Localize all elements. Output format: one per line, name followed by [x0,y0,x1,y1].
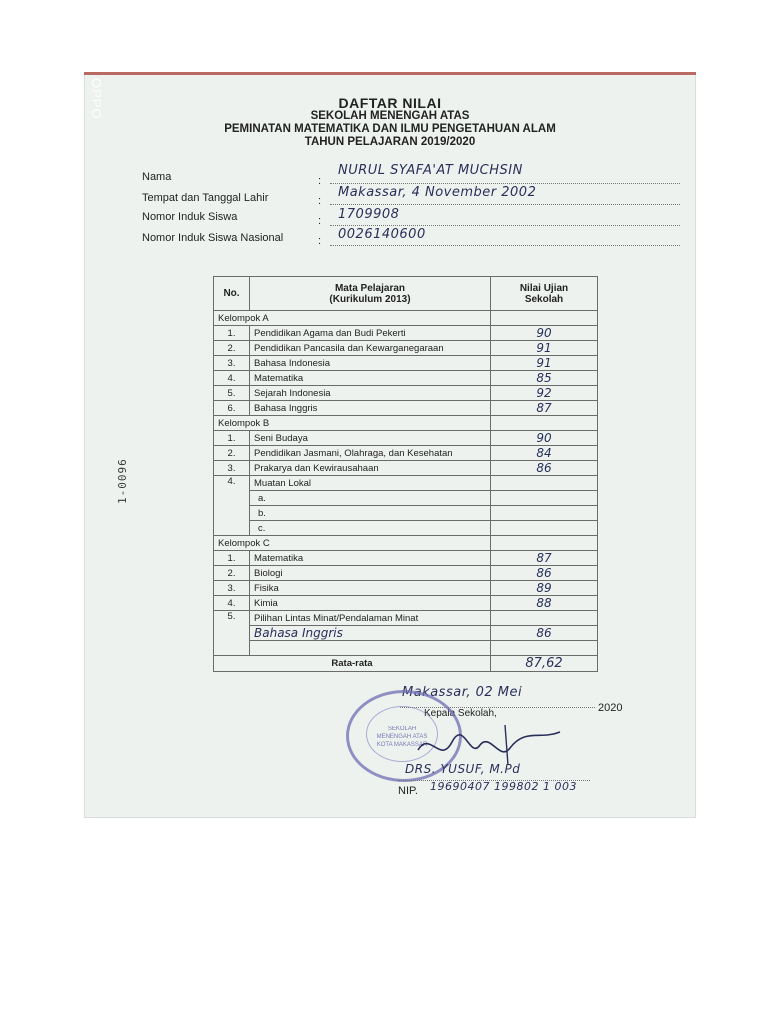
dotted-line [330,245,680,246]
table-row: 1. Matematika 87 [214,551,598,566]
value-name: NURUL SYAFA'AT MUCHSIN [338,163,523,178]
nip-value: 19690407 199802 1 003 [430,780,577,793]
camera-watermark: OPPO [89,78,104,120]
local-row: a. [214,491,598,506]
stamp-text: SEKOLAH MENENGAH ATAS KOTA MAKASSAR [376,726,428,748]
table-row: 3. Prakarya dan Kewirausahaan 86 [214,461,598,476]
table-header [214,277,598,311]
signature-role: Kepala Sekolah, [424,708,497,719]
table-row: 1. Pendidikan Agama dan Budi Pekerti 90 [214,326,598,341]
photo-edge [84,72,696,75]
program-name: PEMINATAN MATEMATIKA DAN ILMU PENGETAHUAN ALAM [224,123,556,135]
table-row: 2. Pendidikan Jasmani, Olahraga, dan Kesehatan 84 [214,446,598,461]
table-row: 4. Kimia 88 [214,596,598,611]
signature-place-date: Makassar, 02 Mei [402,685,523,700]
elective-row: Bahasa Inggris 86 [214,626,598,641]
document-title: DAFTAR NILAI [338,95,442,111]
signature-year: 2020 [598,702,623,714]
grades-table [213,276,598,672]
local-row: c. [214,521,598,536]
perforation-stamp: 1-0096 [116,458,129,504]
value-nisn: 0026140600 [338,227,426,242]
label-nisn: Nomor Induk Siswa Nasional [142,232,284,244]
label-name: Nama [142,171,172,183]
table-row: 5. Sejarah Indonesia 92 [214,386,598,401]
table-row: 5. Pilihan Lintas Minat/Pendalaman Minat [214,611,598,626]
table-row: 3. Fisika 89 [214,581,598,596]
signer-name: DRS. YUSUF, M.Pd [405,762,521,776]
colon: : [318,235,322,247]
table-row: 4. Muatan Lokal [214,476,598,491]
value-birth: Makassar, 4 November 2002 [338,185,537,200]
group-row: Kelompok A [214,311,598,326]
label-nis: Nomor Induk Siswa [142,211,238,223]
table-row: 3. Bahasa Indonesia 91 [214,356,598,371]
school-level: SEKOLAH MENENGAH ATAS [310,110,470,122]
table-row: 1. Seni Budaya 90 [214,431,598,446]
local-row: b. [214,506,598,521]
dotted-line [330,225,680,226]
dotted-line [330,183,680,184]
col-subject: Mata Pelajaran (Kurikulum 2013) [250,277,491,311]
school-year: TAHUN PELAJARAN 2019/2020 [304,136,476,148]
group-row: Kelompok B [214,416,598,431]
elective-row-empty [214,641,598,656]
nip-label: NIP. [398,785,418,797]
colon: : [318,215,322,227]
average-row: Rata-rata 87,62 [214,656,598,672]
label-birth: Tempat dan Tanggal Lahir [142,192,269,204]
table-row: 2. Biologi 86 [214,566,598,581]
dotted-line [330,204,680,205]
table-row: 4. Matematika 85 [214,371,598,386]
group-row: Kelompok C [214,536,598,551]
table-row: 6. Bahasa Inggris 87 [214,401,598,416]
table-row: 2. Pendidikan Pancasila dan Kewarganegaraan 91 [214,341,598,356]
col-score: Nilai Ujian Sekolah [491,277,598,311]
colon: : [318,175,322,187]
col-no: No. [214,277,250,311]
value-nis: 1709908 [338,207,400,222]
colon: : [318,195,322,207]
